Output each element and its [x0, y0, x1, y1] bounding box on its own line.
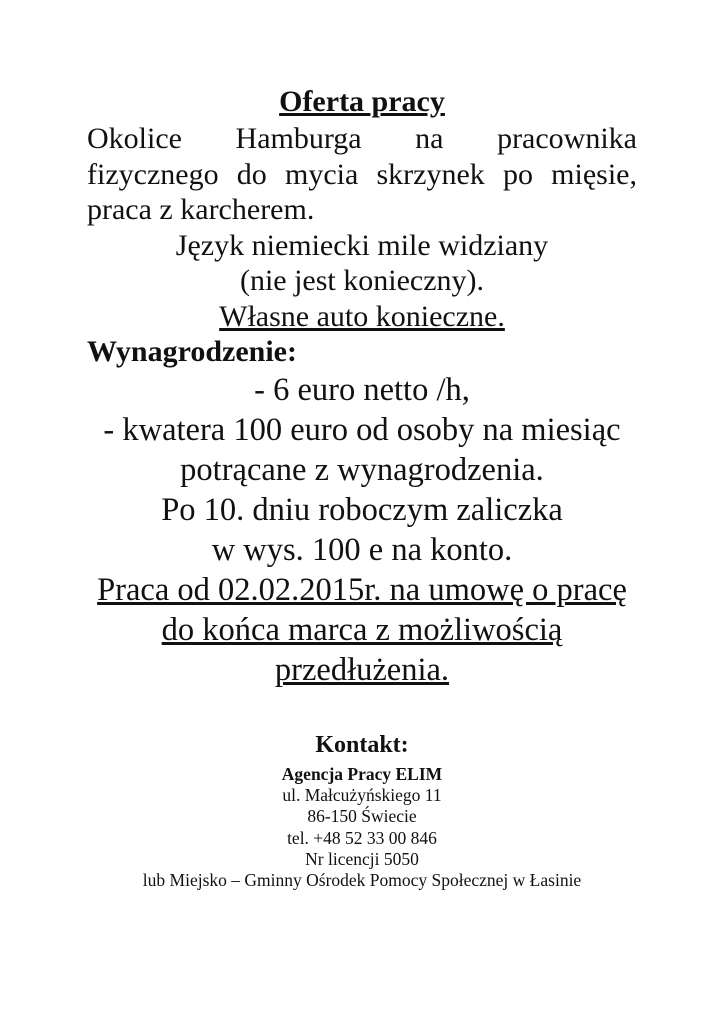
- contact-heading: Kontakt:: [315, 732, 409, 758]
- work-period-line: Praca od 02.02.2015r. na umowę o pracę: [97, 572, 627, 608]
- language-requirement: Język niemiecki mile widziany: [175, 228, 549, 262]
- car-requirement-text: Własne auto konieczne.: [219, 299, 505, 333]
- job-description-line: praca z karcherem.: [87, 193, 315, 226]
- alternative-contact: lub Miejsko – Gminny Ośrodek Pomocy Społecznej w Łasinie: [142, 870, 582, 891]
- agency-city: 86-150 Świecie: [307, 806, 417, 827]
- agency-license: Nr licencji 5050: [305, 848, 419, 869]
- agency-phone: tel. +48 52 33 00 846: [287, 827, 437, 848]
- work-period-line-wrap: [87, 610, 637, 650]
- salary-line: potrącane z wynagrodzenia.: [180, 452, 544, 488]
- work-period: [87, 570, 637, 690]
- work-period-line: przedłużenia.: [274, 652, 450, 688]
- salary-line: - 6 euro netto /h,: [254, 372, 470, 408]
- work-period-line: do końca marca z możliwością: [161, 612, 563, 648]
- job-description-line: Okolice Hamburga na pracownika: [87, 122, 637, 155]
- work-period-line-wrap: [87, 650, 637, 690]
- job-description-line: fizycznego do mycia skrzynek po mięsie,: [87, 157, 637, 191]
- car-requirement: [87, 299, 637, 335]
- job-description: [87, 121, 637, 228]
- salary-line: Po 10. dniu roboczym zaliczka: [161, 492, 563, 528]
- agency-street: ul. Małcużyńskiego 11: [282, 785, 442, 805]
- agency-name: Agencja Pracy ELIM: [281, 764, 443, 784]
- salary-line: - kwatera 100 euro od osoby na miesiąc: [103, 412, 621, 448]
- language-requirement-note: (nie jest konieczny).: [239, 264, 485, 297]
- document-title: Oferta pracy: [279, 85, 445, 118]
- salary-details: [87, 370, 637, 570]
- contact-section: [87, 730, 637, 891]
- salary-heading: Wynagrodzenie:: [87, 335, 297, 368]
- salary-line: w wys. 100 e na konto.: [211, 532, 513, 568]
